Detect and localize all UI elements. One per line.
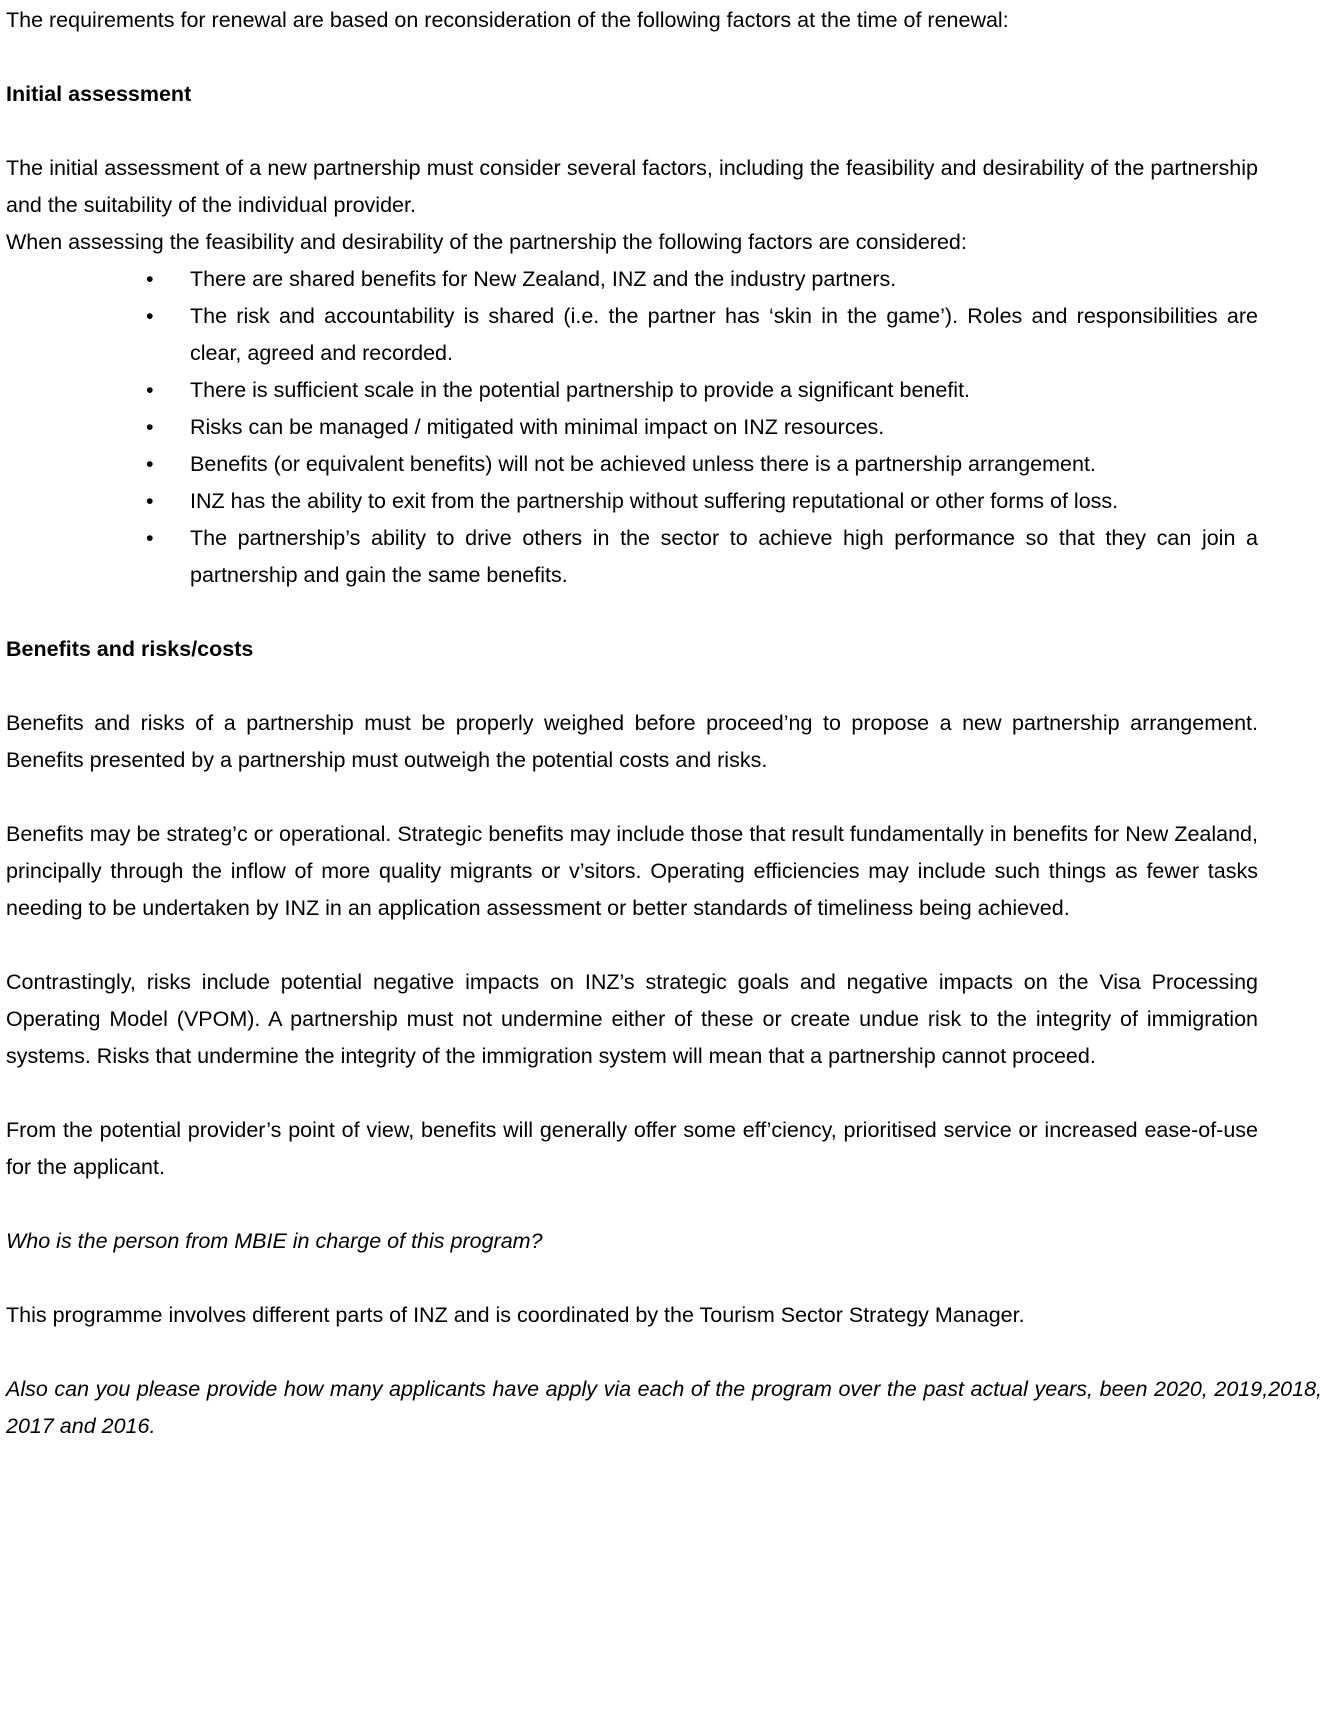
factors-list — [6, 261, 1258, 594]
list-item: • INZ has the ability to exit from the partnership without suffering reputational or other forms of loss. — [190, 483, 1258, 520]
list-item: • The risk and accountability is shared (i.e. the partner has ‘skin in the game’). Roles and responsibilities are clear, agreed and recorded. — [190, 298, 1258, 372]
benefits-paragraph: From the potential provider’s point of view, benefits will generally offer some eff’ciency, prioritised service or increased ease-of-use for the applicant. — [6, 1118, 1258, 1179]
list-item: • There is sufficient scale in the potential partnership to provide a significant benefit. — [190, 372, 1258, 409]
list-item: • The partnership’s ability to drive others in the sector to achieve high performance so that they can join a partnership and gain the same benefits. — [190, 520, 1258, 594]
document-page — [6, 2, 1322, 1445]
question-mbie: Who is the person from MBIE in charge of this program? — [6, 1229, 543, 1253]
initial-assessment-heading: Initial assessment — [6, 82, 192, 106]
question-applicants: Also can you please provide how many applicants have apply via each of the program over the past actual years, been 2020, 2019,2018, 2017 and 2016. — [6, 1377, 1322, 1438]
bullet-icon: • — [146, 526, 154, 550]
benefits-paragraph: Benefits and risks of a partnership must be properly weighed before proceed’ng to propose a new partnership arrangement. Benefits presented by a partnership must outweigh the potential costs and risks. — [6, 711, 1258, 772]
feasibility-paragraph: When assessing the feasibility and desirability of the partnership the following factors are considered: — [6, 230, 967, 254]
bullet-icon: • — [146, 452, 154, 476]
bullet-icon: • — [146, 304, 154, 328]
intro-paragraph: The requirements for renewal are based on reconsideration of the following factors at the time of renewal: — [6, 8, 1009, 32]
list-item: • Benefits (or equivalent benefits) will not be achieved unless there is a partnership arrangement. — [190, 446, 1258, 483]
answer-mbie: This programme involves different parts of INZ and is coordinated by the Tourism Sector Strategy Manager. — [6, 1303, 1025, 1327]
initial-assessment-paragraph: The initial assessment of a new partnership must consider several factors, including the feasibility and desirability of the partnership and the suitability of the individual provider. — [6, 156, 1258, 217]
list-item: • There are shared benefits for New Zealand, INZ and the industry partners. — [190, 261, 1258, 298]
bullet-icon: • — [146, 415, 154, 439]
bullet-icon: • — [146, 378, 154, 402]
bullet-icon: • — [146, 489, 154, 513]
benefits-paragraph: Contrastingly, risks include potential negative impacts on INZ’s strategic goals and negative impacts on the Visa Processing Operating Model (VPOM). A partnership must not undermine either of these or create undue risk to the integrity of immigration systems. Risks that undermine the integrity of the immigration system will mean that a partnership cannot proceed. — [6, 970, 1258, 1068]
benefits-risks-heading: Benefits and risks/costs — [6, 637, 254, 661]
bullet-icon: • — [146, 267, 154, 291]
benefits-paragraph: Benefits may be strateg’c or operational. Strategic benefits may include those that result fundamentally in benefits for New Zealand, principally through the inflow of more quality migrants or v’sitors. Operating efficiencies may include such things as fewer tasks needing to be undertaken by INZ in an application assessment or better standards of timeliness being achieved. — [6, 822, 1258, 920]
list-item: • Risks can be managed / mitigated with minimal impact on INZ resources. — [190, 409, 1258, 446]
